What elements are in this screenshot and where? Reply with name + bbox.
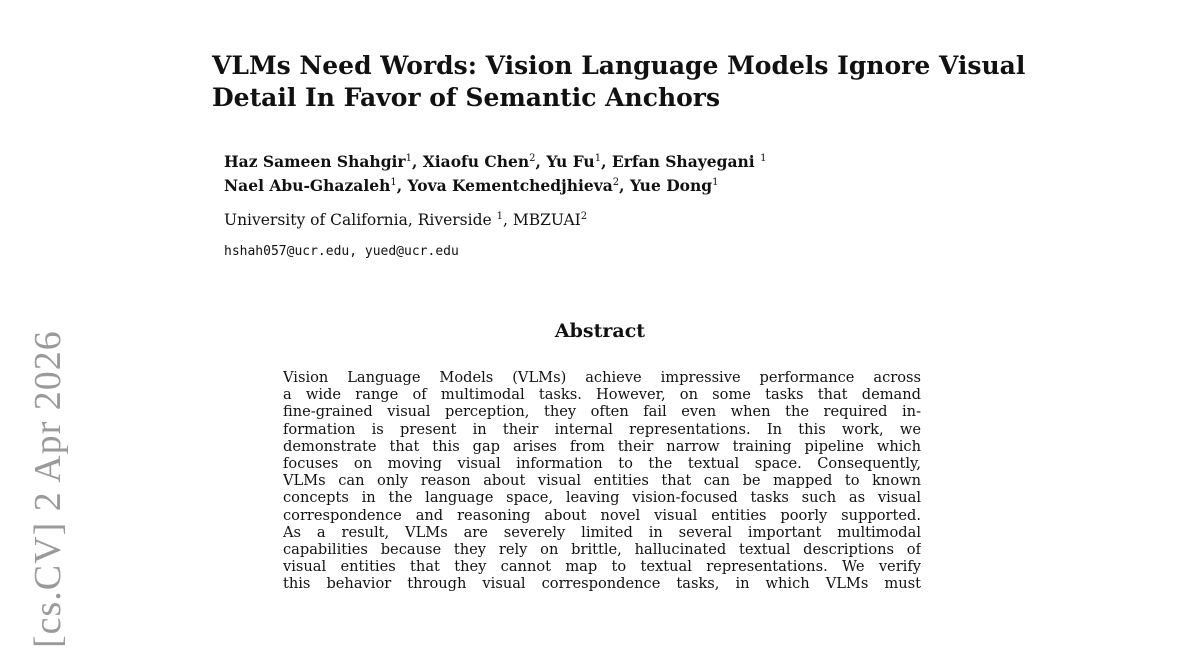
author-name: Haz Sameen Shahgir [224,152,406,171]
contact-emails[interactable]: hshah057@ucr.edu, yued@ucr.edu [224,244,459,259]
abstract-line: capabilities because they rely on brittle, hallucinated textual descriptions of [283,540,921,558]
abstract-line: demonstrate that this gap arises from their narrow training pipeline which [283,437,921,455]
author-line: Nael Abu-Ghazaleh$^1$, Yova Kementchedjhieva$^2$, Yue Dong$^1$ [224,176,719,195]
author-affiliation-mark: 2 [529,152,536,164]
abstract-line: focuses on moving visual information to the textual space. Consequently, [283,454,921,472]
abstract-line: fine-grained visual perception, they often fail even when the required in- [283,403,921,421]
author-affiliation-mark: 1 [405,152,412,164]
author-list [224,150,924,198]
affiliation-name: MBZUAI [512,211,581,229]
author [630,176,719,195]
author-name: Nael Abu-Ghazaleh [224,176,391,195]
author-affiliation-mark: 1 [390,176,397,188]
abstract-line: As a result, VLMs are severely limited in several important multimodal [283,523,921,541]
author-name: Yova Kementchedjhieva [407,176,613,195]
title-line: VLMs Need Words: Vision Language Models Ignore Visual [212,51,1026,80]
abstract-line: VLMs can only reason about visual entities that can be mapped to known [283,472,921,490]
arxiv-side-stamp: [cs.CV] 2 Apr 2026 [27,330,69,648]
abstract-line: visual entities that they cannot map to textual representations. We verify [283,558,921,576]
author [224,176,397,195]
author-affiliation-mark: 2 [612,176,620,188]
affiliation-mark: 2 [580,210,588,222]
author-line: Haz Sameen Shahgir$^1$, Xiaofu Chen$^2$, Yu Fu$^1$, Erfan Shayegani $^1$ [224,152,767,171]
abstract-body [283,369,921,592]
affiliation-name: University of California, Riverside [224,211,492,229]
abstract-heading: Abstract [554,320,646,342]
abstract-line: correspondence and reasoning about novel visual entities poorly supported. [283,506,921,524]
author [423,152,536,171]
author-name: Yue Dong [629,176,713,195]
author-affiliation-mark: 1 [760,152,767,164]
title-line: Detail In Favor of Semantic Anchors [212,83,721,112]
author-affiliation-mark: 1 [594,152,602,164]
affiliation-separator: , [502,211,513,229]
author [546,152,601,171]
paper-title [212,50,1032,114]
abstract-line: concepts in the language space, leaving vision-focused tasks such as visual [283,489,921,507]
abstract-line: Vision Language Models (VLMs) achieve impressive performance across [283,369,921,386]
author-name: Erfan Shayegani [611,152,755,171]
abstract-line: a wide range of multimodal tasks. However, on some tasks that demand [283,386,921,404]
author [224,152,412,171]
author-name: Xiaofu Chen [422,152,530,171]
author-affiliation-mark: 1 [712,176,719,188]
author-name: Yu Fu [546,152,595,171]
author [408,176,620,195]
abstract-line: formation is present in their internal representations. In this work, we [283,420,921,438]
abstract-line: this behavior through visual correspondence tasks, in which VLMs must [283,575,921,593]
affiliation-mark: 1 [496,210,503,222]
affiliations [224,208,587,232]
author [612,152,767,171]
